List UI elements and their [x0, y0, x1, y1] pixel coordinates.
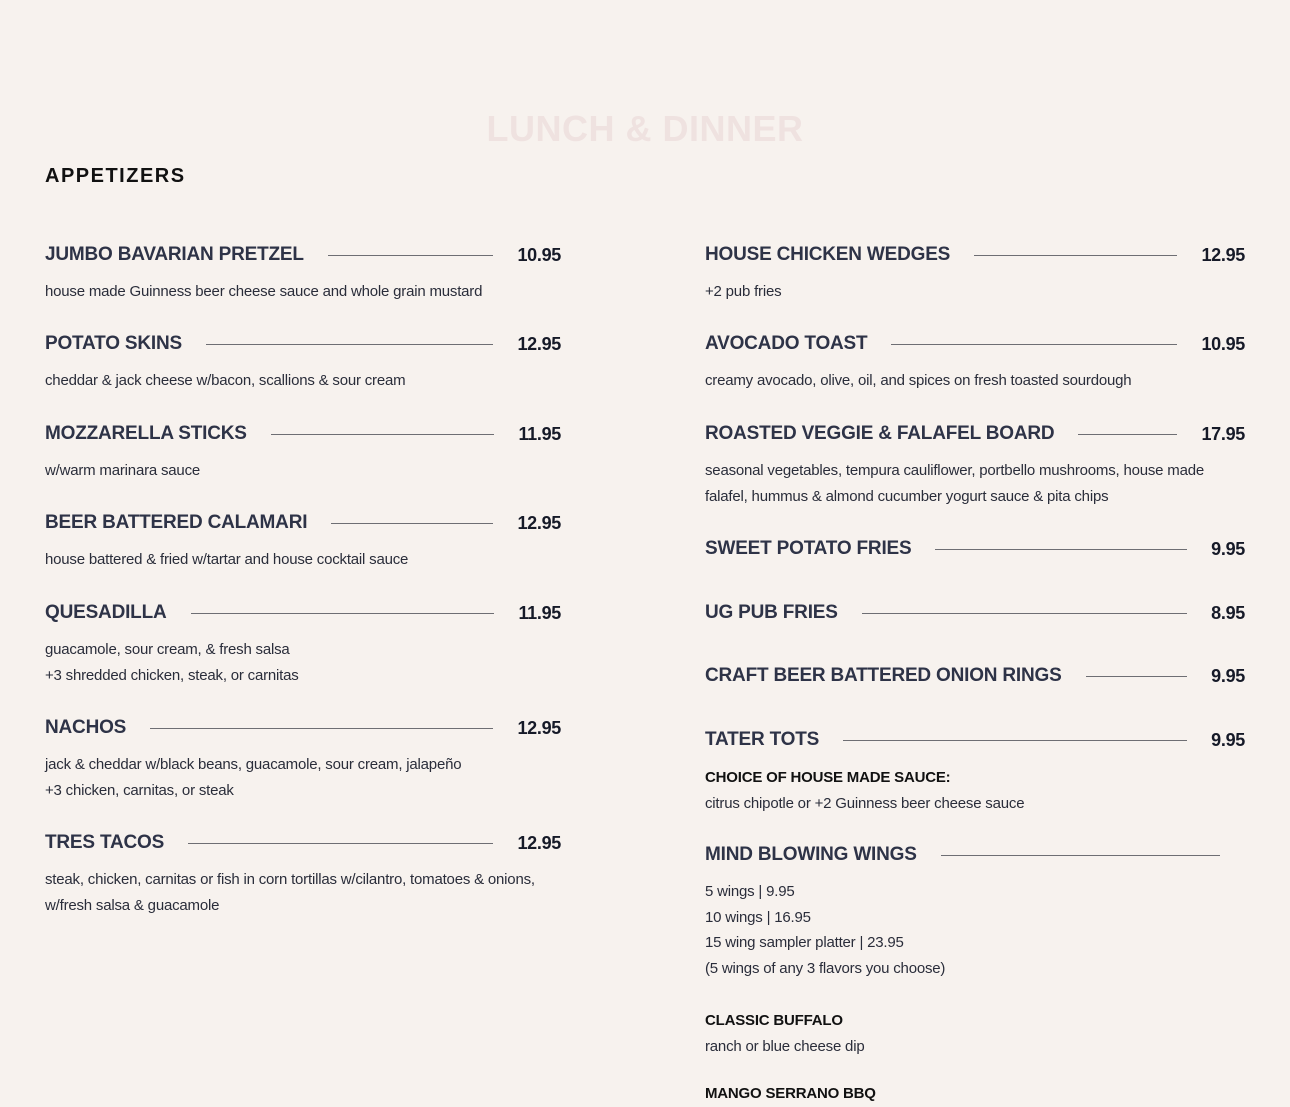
- leader-line: [935, 549, 1187, 550]
- menu-item-ug-pub-fries: [705, 601, 1245, 625]
- item-description: [45, 637, 561, 688]
- leader-line: [188, 843, 493, 844]
- item-name: TATER TOTS: [705, 729, 820, 750]
- wings-option: 10 wings | 16.95: [705, 908, 811, 926]
- item-price: 8.95: [1211, 602, 1245, 623]
- item-name: JUMBO BAVARIAN PRETZEL: [45, 244, 304, 265]
- item-description: [705, 368, 1245, 394]
- leader-line: [1078, 434, 1177, 435]
- item-price: 12.95: [517, 333, 561, 354]
- item-name: ROASTED VEGGIE & FALAFEL BOARD: [705, 423, 1055, 444]
- menu-item-quesadilla: [45, 601, 561, 688]
- item-name: UG PUB FRIES: [705, 602, 838, 623]
- item-price: 10.95: [517, 244, 561, 265]
- item-price: 12.95: [517, 717, 561, 738]
- leader-line: [328, 255, 494, 256]
- menu-title: LUNCH & DINNER: [486, 108, 804, 149]
- flavor-label: MANGO SERRANO BBQ: [705, 1085, 876, 1102]
- item-description: [45, 547, 561, 573]
- leader-line: [206, 344, 494, 345]
- item-price: 12.95: [517, 512, 561, 533]
- leader-line: [974, 255, 1177, 256]
- leader-line: [843, 740, 1187, 741]
- item-name: AVOCADO TOAST: [705, 333, 868, 354]
- item-description: [45, 867, 561, 918]
- item-name: SWEET POTATO FRIES: [705, 538, 912, 559]
- description-line: guacamole, sour cream, & fresh salsa: [45, 641, 290, 658]
- description-line: +3 chicken, carnitas, or steak: [45, 781, 234, 799]
- item-description: [705, 279, 1245, 305]
- description-line: house made Guinness beer cheese sauce and whole grain mustard: [45, 283, 483, 300]
- item-description: [45, 458, 561, 484]
- menu-item-nachos: [45, 716, 561, 803]
- menu-item-tater-tots: [705, 728, 1245, 752]
- item-price: 17.95: [1201, 423, 1245, 444]
- menu-item-avocado-toast: [705, 332, 1245, 394]
- description-line: +2 pub fries: [705, 283, 782, 300]
- leader-line: [150, 728, 493, 729]
- sauce-choice-label: CHOICE OF HOUSE MADE SAUCE:: [705, 769, 951, 786]
- wings-option: 5 wings | 9.95: [705, 883, 795, 900]
- item-name: NACHOS: [45, 717, 127, 738]
- leader-line: [941, 855, 1220, 856]
- item-name: MOZZARELLA STICKS: [45, 423, 247, 444]
- menu-item-mind-blowing-wings: [705, 843, 1245, 981]
- leader-line: [891, 344, 1177, 345]
- item-price: 9.95: [1211, 538, 1245, 559]
- item-price: 11.95: [518, 423, 561, 444]
- wings-option: (5 wings of any 3 flavors you choose): [705, 959, 946, 977]
- leader-line: [862, 613, 1187, 614]
- description-line: w/warm marinara sauce: [45, 462, 201, 479]
- description-line: falafel, hummus & almond cucumber yogurt sauce & pita chips: [705, 487, 1109, 505]
- item-description: [705, 458, 1245, 509]
- wing-flavor-classic-buffalo: [705, 1008, 1245, 1060]
- item-name: POTATO SKINS: [45, 333, 182, 354]
- item-price: 9.95: [1211, 665, 1245, 686]
- item-name: HOUSE CHICKEN WEDGES: [705, 244, 951, 265]
- item-price: 10.95: [1201, 333, 1245, 354]
- item-description: [45, 368, 561, 394]
- section-heading-appetizers: APPETIZERS: [45, 165, 186, 187]
- description-line: cheddar & jack cheese w/bacon, scallions & sour cream: [45, 372, 406, 389]
- menu-item-craft-beer-battered-onion-rings: [705, 664, 1245, 688]
- item-name: BEER BATTERED CALAMARI: [45, 512, 308, 533]
- leader-line: [271, 434, 495, 435]
- wing-flavor-mango-serrano-bbq: [705, 1081, 1245, 1107]
- item-name: TRES TACOS: [45, 832, 165, 853]
- menu-item-roasted-veggie-falafel-board: [705, 422, 1245, 509]
- description-line: steak, chicken, carnitas or fish in corn tortillas w/cilantro, tomatoes & onions,: [45, 871, 535, 888]
- description-line: creamy avocado, olive, oil, and spices on fresh toasted sourdough: [705, 372, 1132, 389]
- item-price: 9.95: [1211, 729, 1245, 750]
- item-name: MIND BLOWING WINGS: [705, 844, 917, 865]
- description-line: +3 shredded chicken, steak, or carnitas: [45, 666, 299, 684]
- menu-item-potato-skins: [45, 332, 561, 394]
- leader-line: [191, 613, 495, 614]
- leader-line: [1086, 676, 1188, 677]
- flavor-text: ranch or blue cheese dip: [705, 1038, 865, 1055]
- description-line: house battered & fried w/tartar and house cocktail sauce: [45, 551, 409, 568]
- menu-item-tres-tacos: [45, 831, 561, 918]
- description-line: seasonal vegetables, tempura cauliflower, portbello mushrooms, house made: [705, 462, 1205, 479]
- wings-option: 15 wing sampler platter | 23.95: [705, 934, 904, 951]
- item-description: [45, 279, 561, 305]
- item-price: 12.95: [1201, 244, 1245, 265]
- menu-item-jumbo-bavarian-pretzel: [45, 243, 561, 305]
- item-name: CRAFT BEER BATTERED ONION RINGS: [705, 665, 1062, 686]
- item-price: 12.95: [517, 832, 561, 853]
- leader-line: [331, 523, 493, 524]
- description-line: w/fresh salsa & guacamole: [45, 896, 220, 914]
- menu-item-house-chicken-wedges: [705, 243, 1245, 305]
- item-name: QUESADILLA: [45, 602, 167, 623]
- sauce-choice-text: citrus chipotle or +2 Guinness beer cheese sauce: [705, 795, 1025, 812]
- item-description: [45, 752, 561, 803]
- description-line: jack & cheddar w/black beans, guacamole, sour cream, jalapeño: [45, 756, 462, 773]
- menu-item-sweet-potato-fries: [705, 537, 1245, 561]
- flavor-label: CLASSIC BUFFALO: [705, 1012, 843, 1029]
- sauce-choice-block: [705, 765, 1245, 817]
- item-price: 11.95: [518, 602, 561, 623]
- menu-item-mozzarella-sticks: [45, 422, 561, 484]
- menu-item-beer-battered-calamari: [45, 511, 561, 573]
- wings-options: [705, 879, 1245, 981]
